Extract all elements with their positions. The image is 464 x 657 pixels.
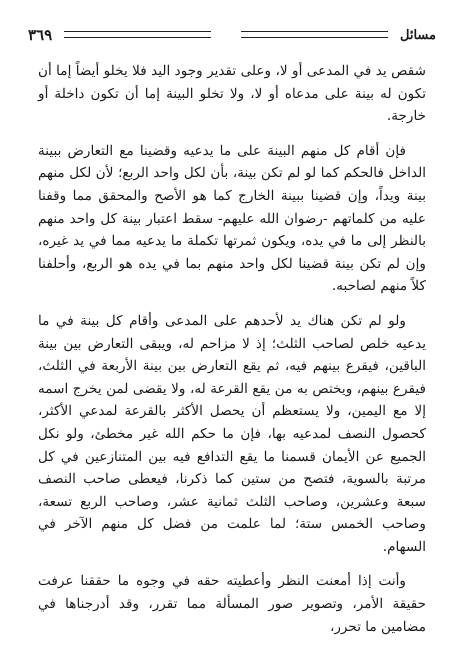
- header-rule-left: [64, 29, 211, 41]
- paragraph-3: ولو لم تكن هناك يد لأحدهم على المدعى وأقام كل بينة في ما يدعيه خلص لصاحب الثلث؛ إذ لا مزاحم له، ويبقى التعارض بين بينة الباقين، فيقرع بينهم فيه، ثم يقع التعارض بين بينة الأربعة في الثلث، فيقرع بينهم، ويختص به من يقع القرعة له، ولا يقضى لمن يخرج اسمه إلا مع اليمين، ولا يستعظم أن يحصل الأكثر بالقرعة لمدعي الأكثر، كحصول النصف لمدعيه بها، فإن ما حكم الله غير مخطئ، ولو نكل الجميع عن الأيمان قسمنا ما يقع التدافع فيه بين المتنازعين في كل مرتبة بالسوية، فتصح من ستين كما ذكرنا، فيعطى صاحب النصف سبعة وعشرين، وصاحب الثلث ثمانية عشر، وصاحب الربع تسعة، وصاحب الخمس ستة؛ لما علمت من فضل كل منهم الآخر في السهام.: [38, 312, 426, 555]
- header-rule-right: [241, 29, 388, 41]
- body-text: [38, 60, 426, 638]
- paragraph-1: شقص يد في المدعى أو لا، وعلى تقدير وجود اليد فلا يخلو أيضاً إما أن تكون له بينة على مدعاه أو لا، ولا تخلو البينة إما أن تكون داخلة أو خارجة.: [38, 63, 426, 125]
- page-number: ٣٦٩: [27, 26, 53, 44]
- running-head: مسائل: [400, 27, 436, 43]
- page-header: [28, 22, 436, 48]
- paragraph-2: فإن أقام كل منهم البينة على ما يدعيه وقضينا مع التعارض ببينة الداخل فالحكم كما لو لم تكن بينة، بأن لكل واحد الربع؛ لأن لكل منهم بينة ويداً، وإن قضينا ببينة الخارج كما هو الأصح والمحقق مما وقفنا عليه من كلماتهم -رضوان الله عليهم- سقط اعتبار بينة كل واحد منهم بالنظر إلى ما في يده، ويكون ثمرتها تكملة ما يدعيه مما في يد غيره، وإن لم تكن بينة قضينا لكل واحد منهم بما في يده هو الربع، وأحلفنا كلاً منهم لصاحبه.: [38, 142, 426, 295]
- paragraph-4: وأنت إذا أمعنت النظر وأعطيته حقه في وجوه ما حققنا عرفت حقيقة الأمر، وتصوير صور المسألة مما تقرر، وقد أدرجناها في مضامين ما تحرر،: [38, 573, 426, 635]
